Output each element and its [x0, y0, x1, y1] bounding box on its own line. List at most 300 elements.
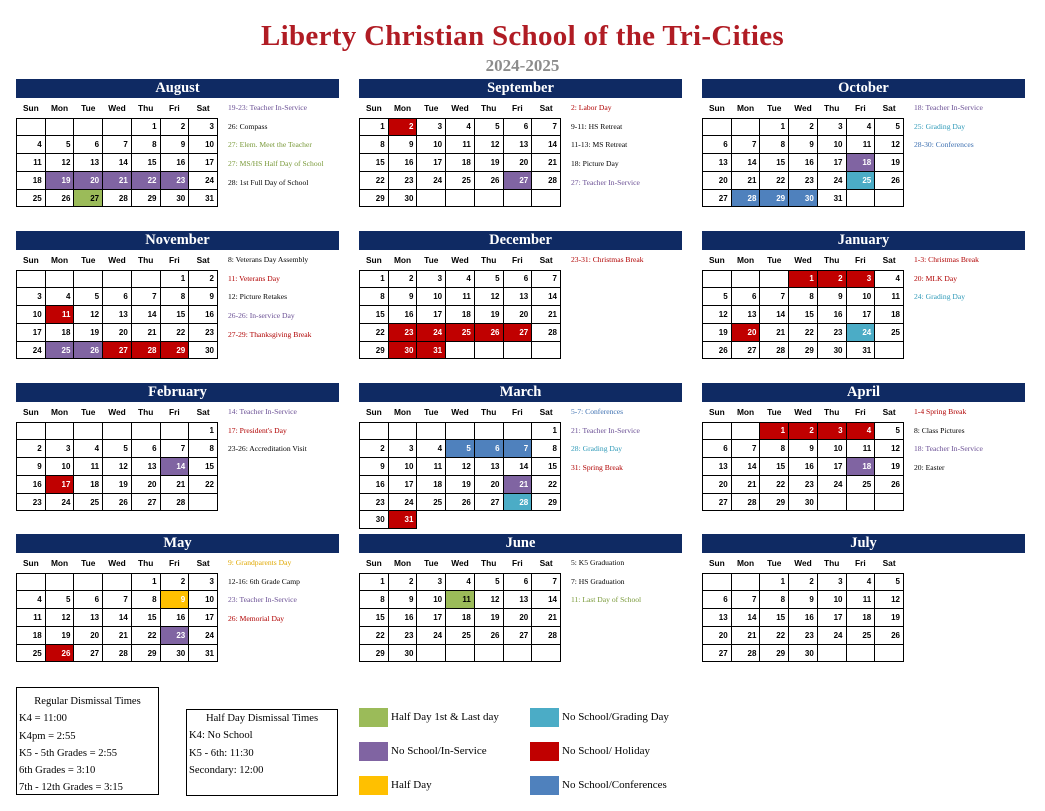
day-cell: 30: [360, 511, 389, 529]
day-cell: 25: [846, 171, 875, 189]
day-cell: [875, 341, 904, 359]
day-cell: 6: [503, 270, 532, 288]
day-cell: 15: [760, 609, 789, 627]
day-cell: 4: [45, 288, 74, 306]
day-cell: 9: [388, 288, 417, 306]
day-cell: 25: [446, 626, 475, 644]
day-cell: 1: [360, 573, 389, 591]
day-cell: 1: [760, 573, 789, 591]
week-row: [17, 288, 218, 306]
day-cell: 25: [846, 626, 875, 644]
day-cell: 20: [731, 323, 760, 341]
day-cell: 7: [103, 136, 132, 154]
day-cell: 5: [103, 440, 132, 458]
week-row: [17, 591, 218, 609]
day-cell: [474, 422, 503, 440]
month-grid: [359, 251, 561, 359]
day-cell: 30: [189, 341, 218, 359]
weekday-label: Wed: [794, 103, 812, 114]
weekday-label: Tue: [424, 407, 439, 418]
day-cell: 22: [189, 475, 218, 493]
day-cell: 3: [417, 118, 446, 136]
day-cell: 27: [474, 493, 503, 511]
day-cell: 10: [417, 591, 446, 609]
day-cell: [817, 644, 846, 662]
day-cell: 17: [189, 609, 218, 627]
week-row: [703, 189, 904, 207]
legend-label: No School/Grading Day: [562, 711, 669, 723]
day-cell: 11: [446, 591, 475, 609]
half-day-dismissal-heading: Half Day Dismissal Times: [205, 713, 319, 724]
day-cell: 12: [474, 136, 503, 154]
dismissal-line: K4pm = 2:55: [19, 730, 76, 742]
day-cell: 9: [160, 136, 189, 154]
day-cell: [875, 644, 904, 662]
week-row: [17, 171, 218, 189]
day-cell: 5: [74, 288, 103, 306]
week-row: [703, 154, 904, 172]
weekday-label: Wed: [108, 558, 126, 569]
day-cell: 1: [131, 573, 160, 591]
day-cell: 21: [103, 171, 132, 189]
day-cell: 20: [503, 609, 532, 627]
day-cell: 14: [103, 154, 132, 172]
day-cell: 23: [388, 323, 417, 341]
day-cell: 8: [131, 136, 160, 154]
day-cell: [360, 422, 389, 440]
week-row: [703, 573, 904, 591]
weekday-label: Sun: [708, 558, 725, 569]
week-row: [17, 136, 218, 154]
day-cell: [74, 118, 103, 136]
day-cell: 4: [846, 573, 875, 591]
month-grid: [16, 99, 218, 207]
week-row: [17, 306, 218, 324]
weekday-label: Sun: [22, 558, 39, 569]
day-cell: 26: [875, 475, 904, 493]
day-cell: 28: [103, 189, 132, 207]
day-cell: 16: [388, 609, 417, 627]
month-header: August: [16, 79, 339, 98]
week-row: [703, 288, 904, 306]
legend-swatch: [359, 742, 388, 761]
day-cell: 20: [503, 154, 532, 172]
day-cell: 6: [503, 118, 532, 136]
day-cell: 23: [189, 323, 218, 341]
day-cell: 9: [360, 458, 389, 476]
weekday-label: Sun: [22, 407, 39, 418]
day-cell: [532, 644, 561, 662]
day-cell: 3: [189, 118, 218, 136]
weekday-label: Tue: [767, 558, 782, 569]
day-cell: 6: [74, 591, 103, 609]
day-cell: 6: [503, 573, 532, 591]
weekday-label: Thu: [823, 103, 840, 114]
week-row: [360, 573, 561, 591]
event-item: 5: K5 Graduation: [571, 558, 625, 567]
day-cell: 15: [532, 458, 561, 476]
weekday-label: Fri: [169, 255, 180, 266]
event-item: 9-11: HS Retreat: [571, 121, 623, 131]
weekday-label: Wed: [108, 407, 126, 418]
day-cell: [417, 644, 446, 662]
day-cell: 18: [875, 306, 904, 324]
month-header: April: [702, 383, 1025, 402]
day-cell: 1: [360, 270, 389, 288]
day-cell: 9: [789, 136, 818, 154]
day-cell: [474, 511, 503, 529]
day-cell: 8: [789, 288, 818, 306]
week-row: [703, 591, 904, 609]
legend-swatch: [359, 776, 388, 795]
day-cell: 9: [160, 591, 189, 609]
weekday-label: Mon: [736, 255, 755, 266]
day-cell: 16: [789, 154, 818, 172]
week-row: [360, 288, 561, 306]
event-item: 28-30: Conferences: [914, 140, 974, 150]
day-cell: 17: [17, 323, 46, 341]
event-item: 12: Picture Retakes: [228, 292, 288, 302]
weekday-label: Fri: [512, 103, 523, 114]
day-cell: 19: [74, 323, 103, 341]
event-item: 18: Picture Day: [571, 159, 619, 169]
day-cell: 11: [417, 458, 446, 476]
weekday-label: Thu: [480, 407, 497, 418]
day-cell: 7: [731, 136, 760, 154]
day-cell: 27: [503, 323, 532, 341]
weekday-label: Thu: [480, 558, 497, 569]
week-row: [17, 189, 218, 207]
legend-swatch: [530, 776, 559, 795]
day-cell: 21: [532, 154, 561, 172]
day-cell: 18: [846, 609, 875, 627]
month-header: December: [359, 231, 682, 250]
week-row: [360, 458, 561, 476]
weekday-label: Sat: [539, 255, 553, 266]
day-cell: 3: [17, 288, 46, 306]
day-cell: 27: [703, 189, 732, 207]
day-cell: 5: [446, 440, 475, 458]
day-cell: [103, 573, 132, 591]
day-cell: 1: [789, 270, 818, 288]
day-cell: 30: [789, 189, 818, 207]
weekday-label: Mon: [393, 103, 412, 114]
day-cell: 1: [189, 422, 218, 440]
weekday-label: Mon: [50, 407, 69, 418]
day-cell: 23: [160, 626, 189, 644]
weekday-label: Tue: [81, 255, 96, 266]
event-item: 11-13: MS Retreat: [571, 140, 628, 150]
weekday-label: Tue: [81, 407, 96, 418]
day-cell: 9: [388, 591, 417, 609]
day-cell: 19: [875, 609, 904, 627]
weekday-label: Mon: [393, 558, 412, 569]
day-cell: 5: [474, 573, 503, 591]
month-grid: [16, 403, 218, 511]
event-item: 28: Grading Day: [571, 444, 623, 454]
day-cell: 25: [45, 341, 74, 359]
weekday-label: Mon: [393, 407, 412, 418]
weekday-label: Mon: [736, 558, 755, 569]
day-cell: 27: [503, 171, 532, 189]
weekday-label: Fri: [855, 407, 866, 418]
month-grid: [702, 403, 904, 511]
weekday-label: Mon: [50, 255, 69, 266]
week-row: [17, 493, 218, 511]
day-cell: 13: [74, 609, 103, 627]
day-cell: 24: [417, 323, 446, 341]
month-events: [571, 403, 691, 478]
day-cell: 7: [131, 288, 160, 306]
day-cell: [875, 189, 904, 207]
day-cell: 12: [474, 591, 503, 609]
weekday-label: Wed: [108, 255, 126, 266]
weekday-label: Thu: [823, 255, 840, 266]
day-cell: 20: [703, 475, 732, 493]
day-cell: 31: [189, 189, 218, 207]
weekday-label: Fri: [855, 255, 866, 266]
month-events: [228, 554, 348, 629]
day-cell: 8: [189, 440, 218, 458]
weekday-label: Fri: [169, 558, 180, 569]
day-cell: 30: [388, 644, 417, 662]
day-cell: 22: [789, 323, 818, 341]
day-cell: 19: [703, 323, 732, 341]
day-cell: 30: [789, 493, 818, 511]
day-cell: 8: [160, 288, 189, 306]
day-cell: 14: [532, 136, 561, 154]
weekday-label: Sun: [365, 255, 382, 266]
event-item: 1-4 Spring Break: [914, 407, 967, 416]
day-cell: 5: [875, 118, 904, 136]
day-cell: 31: [817, 189, 846, 207]
day-cell: 23: [17, 493, 46, 511]
day-cell: 11: [45, 306, 74, 324]
day-cell: 6: [131, 440, 160, 458]
day-cell: 4: [846, 422, 875, 440]
week-row: [360, 644, 561, 662]
weekday-label: Mon: [393, 255, 412, 266]
day-cell: 2: [160, 118, 189, 136]
week-row: [17, 458, 218, 476]
month-events: [228, 99, 348, 192]
weekday-label: Thu: [137, 558, 154, 569]
day-cell: [703, 118, 732, 136]
weekday-label: Wed: [794, 407, 812, 418]
day-cell: 23: [817, 323, 846, 341]
day-cell: 31: [846, 341, 875, 359]
weekday-label: Fri: [855, 558, 866, 569]
day-cell: 22: [360, 323, 389, 341]
day-cell: 6: [703, 136, 732, 154]
day-cell: 8: [532, 440, 561, 458]
week-row: [17, 644, 218, 662]
day-cell: [45, 573, 74, 591]
day-cell: [503, 341, 532, 359]
day-cell: 15: [131, 609, 160, 627]
day-cell: [103, 422, 132, 440]
week-row: [17, 626, 218, 644]
week-row: [360, 591, 561, 609]
day-cell: 2: [360, 440, 389, 458]
day-cell: 11: [446, 288, 475, 306]
weekday-label: Fri: [855, 103, 866, 114]
day-cell: [74, 573, 103, 591]
day-cell: 21: [760, 323, 789, 341]
regular-dismissal-box: [16, 687, 159, 795]
weekday-label: Thu: [137, 255, 154, 266]
month-events: [914, 251, 1034, 307]
day-cell: 18: [17, 626, 46, 644]
event-item: 24: Grading Day: [914, 292, 966, 302]
weekday-label: Sat: [196, 103, 210, 114]
day-cell: 28: [731, 493, 760, 511]
week-row: [360, 118, 561, 136]
month-header: October: [702, 79, 1025, 98]
week-row: [360, 475, 561, 493]
day-cell: [417, 189, 446, 207]
day-cell: 24: [189, 626, 218, 644]
event-item: 26: Compass: [228, 121, 268, 131]
event-item: 25: Grading Day: [914, 121, 966, 131]
day-cell: 19: [875, 154, 904, 172]
weekday-label: Thu: [823, 558, 840, 569]
day-cell: 3: [846, 270, 875, 288]
weekday-label: Fri: [169, 103, 180, 114]
day-cell: [731, 270, 760, 288]
day-cell: 26: [45, 189, 74, 207]
event-item: 17: President's Day: [228, 425, 287, 435]
day-cell: 21: [731, 171, 760, 189]
day-cell: 24: [189, 171, 218, 189]
day-cell: 5: [703, 288, 732, 306]
event-item: 18: Teacher In-Service: [914, 444, 983, 454]
event-item: 2: Labor Day: [571, 103, 612, 112]
day-cell: 17: [846, 306, 875, 324]
day-cell: 3: [417, 270, 446, 288]
day-cell: 30: [388, 189, 417, 207]
weekday-label: Sat: [882, 103, 896, 114]
day-cell: 3: [417, 573, 446, 591]
day-cell: 4: [875, 270, 904, 288]
day-cell: 13: [503, 136, 532, 154]
day-cell: 28: [532, 171, 561, 189]
day-cell: 24: [846, 323, 875, 341]
weekday-label: Tue: [424, 558, 439, 569]
day-cell: 25: [417, 493, 446, 511]
weekday-label: Tue: [424, 255, 439, 266]
week-row: [360, 171, 561, 189]
day-cell: 26: [474, 323, 503, 341]
day-cell: 5: [474, 270, 503, 288]
day-cell: 28: [731, 189, 760, 207]
day-cell: 5: [45, 591, 74, 609]
day-cell: 27: [103, 341, 132, 359]
week-row: [360, 626, 561, 644]
week-row: [703, 422, 904, 440]
day-cell: 30: [160, 644, 189, 662]
day-cell: 2: [160, 573, 189, 591]
week-row: [17, 270, 218, 288]
day-cell: 21: [131, 323, 160, 341]
month-events: [571, 251, 691, 270]
day-cell: 25: [875, 323, 904, 341]
day-cell: 9: [388, 136, 417, 154]
day-cell: 4: [417, 440, 446, 458]
week-row: [360, 323, 561, 341]
day-cell: 29: [160, 341, 189, 359]
day-cell: [189, 493, 218, 511]
day-cell: [45, 422, 74, 440]
day-cell: [45, 270, 74, 288]
day-cell: [131, 270, 160, 288]
day-cell: 20: [703, 626, 732, 644]
day-cell: 13: [731, 306, 760, 324]
day-cell: [503, 422, 532, 440]
weekday-label: Tue: [81, 558, 96, 569]
day-cell: [103, 118, 132, 136]
weekday-label: Mon: [736, 103, 755, 114]
week-row: [703, 323, 904, 341]
day-cell: 12: [446, 458, 475, 476]
day-cell: [474, 644, 503, 662]
day-cell: 12: [875, 136, 904, 154]
day-cell: 12: [875, 440, 904, 458]
legend-label: No School/ Holiday: [562, 745, 650, 757]
event-item: 5-7: Conferences: [571, 407, 624, 416]
day-cell: 30: [388, 341, 417, 359]
day-cell: 20: [131, 475, 160, 493]
day-cell: 25: [446, 323, 475, 341]
day-cell: 1: [532, 422, 561, 440]
month-grid: [359, 99, 561, 207]
day-cell: 18: [45, 323, 74, 341]
day-cell: 18: [446, 154, 475, 172]
day-cell: 17: [417, 154, 446, 172]
weekday-label: Thu: [480, 103, 497, 114]
dismissal-line: 7th - 12th Grades = 3:15: [19, 782, 123, 794]
event-item: 14: Teacher In-Service: [228, 407, 297, 416]
week-row: [17, 323, 218, 341]
legend-swatch: [530, 708, 559, 727]
day-cell: 30: [817, 341, 846, 359]
week-row: [17, 440, 218, 458]
legend-swatch: [530, 742, 559, 761]
day-cell: 22: [360, 171, 389, 189]
day-cell: 6: [703, 440, 732, 458]
weekday-label: Sun: [365, 558, 382, 569]
day-cell: 18: [74, 475, 103, 493]
day-cell: 20: [503, 306, 532, 324]
day-cell: 28: [760, 341, 789, 359]
day-cell: 23: [789, 475, 818, 493]
legend-label: Half Day: [391, 779, 432, 791]
day-cell: 28: [731, 644, 760, 662]
day-cell: 27: [74, 644, 103, 662]
day-cell: 5: [45, 136, 74, 154]
day-cell: 16: [817, 306, 846, 324]
day-cell: 19: [446, 475, 475, 493]
day-cell: 18: [446, 609, 475, 627]
event-item: 31: Spring Break: [571, 463, 623, 473]
day-cell: 31: [417, 341, 446, 359]
month-grid: [702, 251, 904, 359]
day-cell: 28: [160, 493, 189, 511]
day-cell: 10: [417, 136, 446, 154]
day-cell: [17, 118, 46, 136]
weekday-label: Sat: [196, 407, 210, 418]
day-cell: 2: [189, 270, 218, 288]
